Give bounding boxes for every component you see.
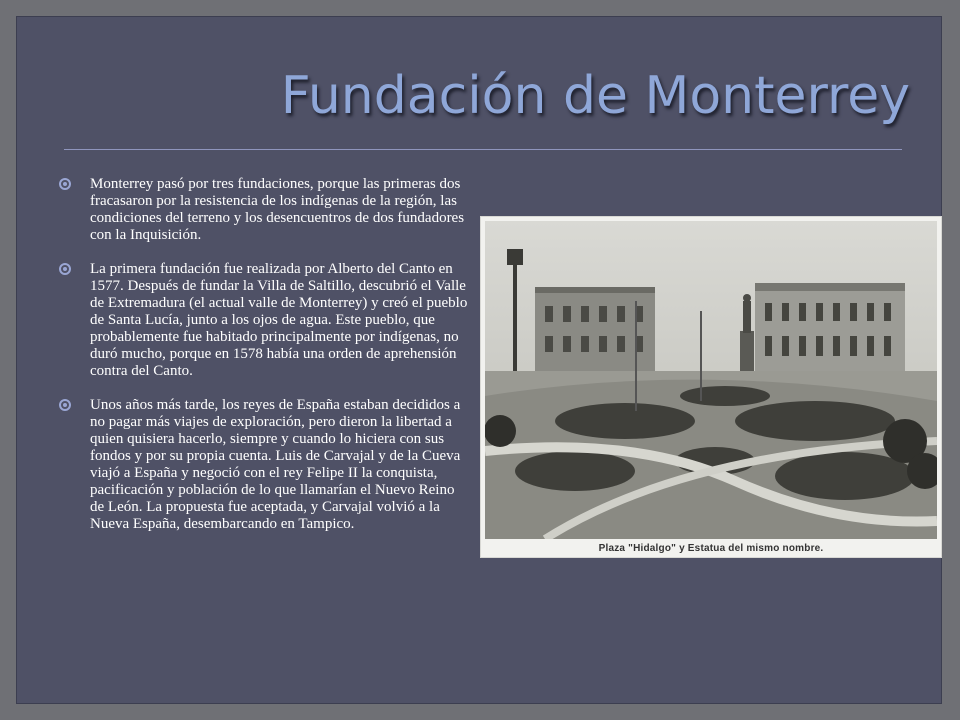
bullet-text: Unos años más tarde, los reyes de España estaban decididos a no pagar más viajes de exploración, pero dieron la libertad a quien quisiera hacerlo, siempre y cuando lo hiciera con sus fondos y por su propia cuenta. Luis de Carvajal y de la Cueva viajó a España y negoció con el rey Felipe II la conquista, pacificación y población de lo que llamarían el Nuevo Reino de León. La propuesta fue aceptada, y Carvajal volvió a la Nueva España, desembarcando en Tampico.: [90, 397, 461, 532]
slide-title: Fundación de Monterrey: [280, 66, 910, 126]
list-item: [56, 397, 468, 533]
list-item: [56, 261, 468, 380]
circle-bullet-icon: [59, 263, 71, 275]
title-divider: [64, 149, 902, 150]
historical-photo: [480, 216, 942, 558]
circle-bullet-icon: [59, 399, 71, 411]
list-item: [56, 176, 468, 244]
photo-caption: Plaza "Hidalgo" y Estatua del mismo nombre.: [598, 543, 824, 554]
circle-bullet-icon: [59, 178, 71, 190]
bullet-text: La primera fundación fue realizada por Alberto del Canto en 1577. Después de fundar la Villa de Saltillo, descubrió el Valle de Extremadura (el actual valle de Monterrey) y creó el pueblo de Santa Lucía, junto a los ojos de agua. Este pueblo, que probablemente fue habitado principalmente por indígenas, no duró mucho, porque en 1578 había una orden de aprehensión contra del Canto.: [90, 261, 468, 379]
bullet-list: [56, 176, 468, 550]
bullet-text: Monterrey pasó por tres fundaciones, porque las primeras dos fracasaron por la resistencia de los indígenas de la región, las condiciones del terreno y los desencuentros de dos fundadores con la Inquisición.: [90, 176, 465, 243]
plaza-hidalgo-photo-image: [485, 221, 937, 539]
